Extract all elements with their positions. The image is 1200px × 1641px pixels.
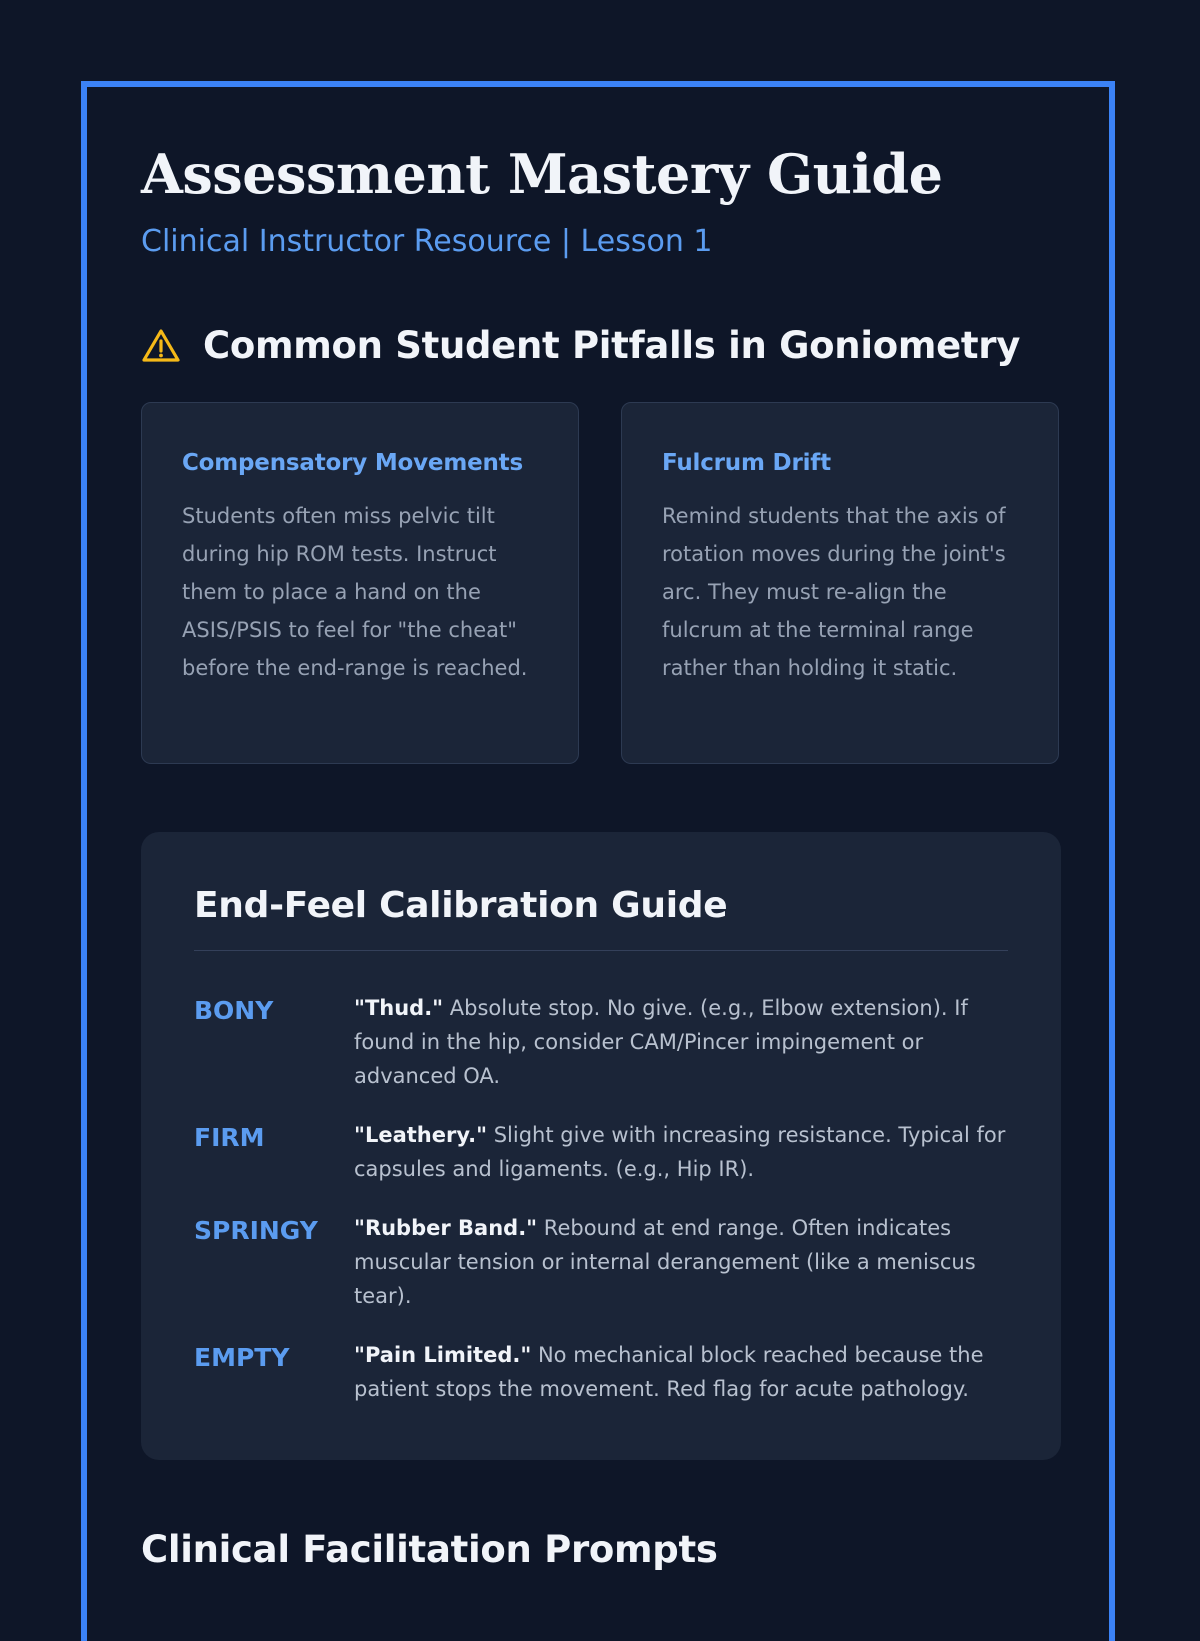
- pitfall-card-body: Students often miss pelvic tilt during hip ROM tests. Instruct them to place a hand on the ASIS/PSIS to feel for "the cheat" before the end-range is reached.: [182, 504, 528, 680]
- end-feel-calibration-panel: [141, 832, 1061, 1460]
- pitfall-card-fulcrum: [621, 402, 1059, 764]
- end-feel-quote: "Rubber Band.": [354, 1216, 538, 1240]
- end-feel-label: FIRM: [194, 1123, 265, 1152]
- pitfalls-heading: Common Student Pitfalls in Goniometry: [203, 324, 1021, 367]
- end-feel-text: Slight give with increasing resistance. Typical for capsules and ligaments. (e.g., Hip IR).: [354, 1123, 1006, 1181]
- end-feel-description: [354, 1211, 1008, 1313]
- end-feel-label: SPRINGY: [194, 1216, 318, 1245]
- end-feel-quote: "Thud.": [354, 996, 444, 1020]
- pitfall-card-title: Compensatory Movements: [182, 450, 523, 476]
- pitfall-card-body: Remind students that the axis of rotation moves during the joint's arc. They must re-align the fulcrum at the terminal range rather than holding it static.: [662, 504, 1006, 680]
- end-feel-text: No mechanical block reached because the patient stops the movement. Red flag for acute pathology.: [354, 1343, 984, 1401]
- end-feel-label: BONY: [194, 996, 274, 1025]
- calibration-title: End-Feel Calibration Guide: [194, 885, 728, 926]
- end-feel-row-empty: [194, 1338, 1008, 1406]
- end-feel-row-springy: [194, 1211, 1008, 1313]
- end-feel-label: EMPTY: [194, 1343, 290, 1372]
- pitfall-card-compensatory: [141, 402, 579, 764]
- page-subtitle: Clinical Instructor Resource | Lesson 1: [141, 224, 713, 259]
- end-feel-text: Absolute stop. No give. (e.g., Elbow extension). If found in the hip, consider CAM/Pincer impingement or advanced OA.: [354, 996, 968, 1088]
- pitfalls-section-heading: [141, 322, 1020, 370]
- page-title: Assessment Mastery Guide: [141, 142, 943, 206]
- end-feel-description: [354, 991, 1008, 1093]
- warning-icon: [141, 326, 181, 366]
- end-feel-quote: "Leathery.": [354, 1123, 488, 1147]
- end-feel-description: [354, 1338, 1008, 1406]
- end-feel-text: Rebound at end range. Often indicates muscular tension or internal derangement (like a meniscus tear).: [354, 1216, 976, 1308]
- end-feel-row-firm: [194, 1118, 1008, 1186]
- divider: [194, 950, 1008, 951]
- end-feel-description: [354, 1118, 1008, 1186]
- facilitation-prompts-heading: Clinical Facilitation Prompts: [141, 1528, 718, 1571]
- pitfall-card-title: Fulcrum Drift: [662, 450, 831, 476]
- end-feel-row-bony: [194, 991, 1008, 1093]
- end-feel-quote: "Pain Limited.": [354, 1343, 532, 1367]
